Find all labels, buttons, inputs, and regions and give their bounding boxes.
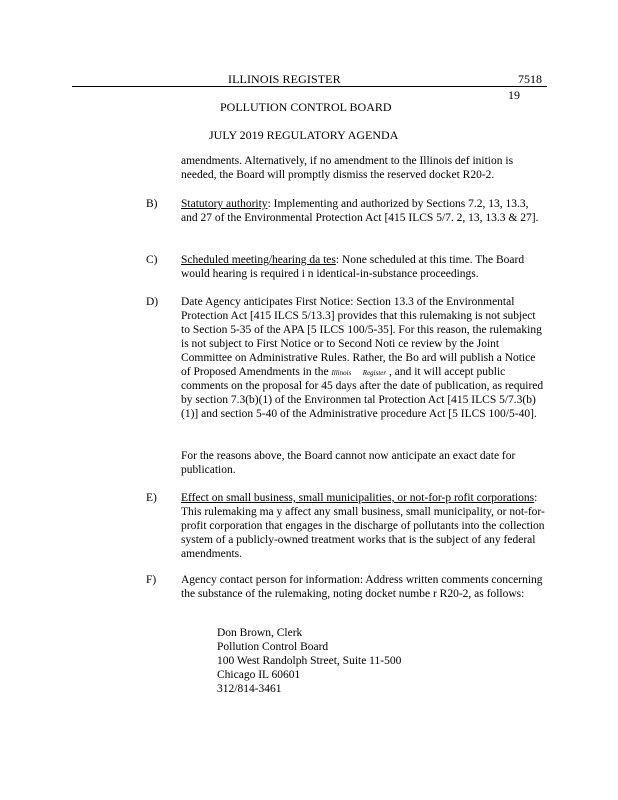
contact-phone: 312/814-3461 — [217, 682, 282, 695]
contact-address — [217, 627, 401, 697]
item-e-text: : This rulemaking ma y affect any small business, small municipality, or not-for-profit corporation that engages in the discharge of pollutants into the collection system of a publicly-owned treatment works that is the subject of any federal amendments. — [181, 492, 545, 560]
header-rule — [72, 86, 547, 87]
item-e-paragraph — [181, 492, 546, 562]
item-d-paragraph-2: For the reasons above, the Board cannot now anticipate an exact date for publication. — [181, 450, 516, 476]
item-d-paragraph — [181, 296, 546, 422]
item-f-paragraph: Agency contact person for information: Address written comments concerning the substance of the rulemaking, noting docket numbe r R20-2, as follows: — [181, 574, 543, 600]
item-c-label: C) — [146, 254, 158, 266]
item-c-heading: Scheduled meeting/hearing da tes — [181, 254, 336, 266]
register-title: ILLINOIS REGISTER — [228, 72, 341, 86]
item-e-label: E) — [146, 492, 157, 504]
page-number: 7518 — [518, 72, 542, 86]
item-c-text: : None scheduled at this time. The Board would hearing is required i n identical-in-substance proceedings. — [181, 254, 525, 280]
agency-name: POLLUTION CONTROL BOARD — [220, 100, 392, 114]
item-e-heading: Effect on small business, small municipalities, or not-for-p rofit corporations — [181, 492, 535, 504]
illinois-word: Illinois — [331, 368, 352, 377]
item-b-label: B) — [146, 198, 158, 210]
item-d-text-after: , and it will accept public comments on the proposal for 45 days after the date of publication, as required by section 7.3(b)(1) of the Environmen tal Protection Act [415 ILCS 5/7.3(b)(1)] and section 5-40 of the Administrative procedure Act [5 ILCS 100/5-40]. — [181, 365, 544, 421]
item-b-heading: Statutory authority — [181, 198, 268, 210]
agenda-title: JULY 2019 REGULATORY AGENDA — [209, 128, 399, 142]
register-word: Register — [362, 368, 387, 377]
contact-street: 100 West Randolph Street, Suite 11-500 — [217, 654, 402, 667]
item-b-paragraph — [181, 198, 546, 226]
issue-number: 19 — [508, 88, 520, 102]
item-d-text-before: Date Agency anticipates First Notice: Section 13.3 of the Environmental Protection Act [415 ILCS 5/13.3] provides that this rulemaking is not subject to Section 5-35 of the APA [5 ILCS 100/5-35]. For this reason, the rulemaking is not subject to First Notice or to Second Noti ce review by the Joint Committee on Administrative Rules. Rather, the Bo ard will publish a Notice of Proposed Amendments in the — [181, 296, 542, 378]
item-d-label: D) — [146, 296, 159, 308]
item-c-paragraph — [181, 254, 546, 282]
item-f-label: F) — [146, 574, 157, 586]
intro-paragraph: amendments. Alternatively, if no amendment to the Illinois def inition is needed, the Board will promptly dismiss the reserved docket R20-2. — [181, 155, 514, 181]
contact-organization: Pollution Control Board — [217, 640, 329, 653]
item-b-text: : Implementing and authorized by Sections 7.2, 13, 13.3, and 27 of the Environmental Protection Act [415 ILCS 5/7. 2, 13, 13.3 & 27]. — [181, 198, 539, 224]
contact-city: Chicago IL 60601 — [217, 668, 301, 681]
contact-name: Don Brown, Clerk — [217, 627, 303, 639]
